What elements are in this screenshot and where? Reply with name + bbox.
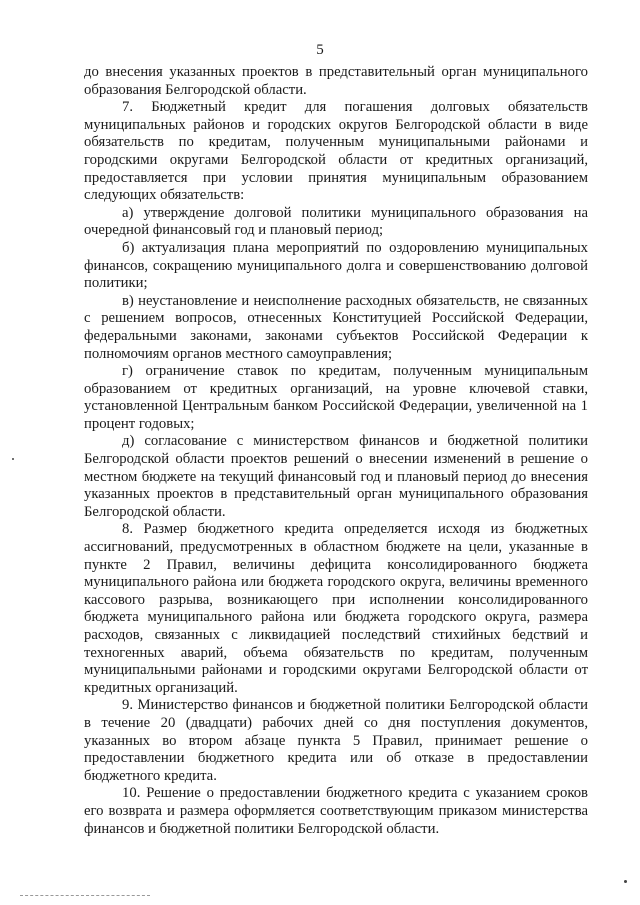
paragraph-continuation: до внесения указанных проектов в представительный орган муниципального образования Белгородской области. [84,64,588,98]
subitem-v: в) неустановление и неисполнение расходных обязательств, не связанных с решением вопросов, отнесенных Конституцией Российской Федерации, федеральными законами, законами субъектов Российской Федерации к полномочиям органов местного самоуправления; [84,292,588,362]
scan-speck [624,880,627,883]
paragraph-item-9: 9. Министерство финансов и бюджетной политики Белгородской области в течение 20 (двадцати) рабочих дней со дня поступления документов, указанных во втором абзаце пункта 5 Правил, принимает решение о предоставлении бюджетного кредита или об отказе в предоставлении бюджетного кредита. [84,697,588,784]
document-body [84,64,588,838]
scan-speck [12,458,14,460]
subitem-b: б) актуализация плана мероприятий по оздоровлению муниципальных финансов, сокращению муниципального долга и совершенствованию долговой политики; [84,239,588,292]
paragraph-item-10: 10. Решение о предоставлении бюджетного кредита с указанием сроков его возврата и размера оформляется соответствующим приказом министерства финансов и бюджетной политики Белгородской области. [84,785,588,837]
subitem-a: а) утверждение долговой политики муниципального образования на очередной финансовый год и плановый период; [84,204,588,239]
subitem-g: г) ограничение ставок по кредитам, полученным муниципальным образованием от кредитных организаций, на уровне ключевой ставки, установленной Центральным банком Российской Федерации, увеличенной на 1 процент годовых; [84,363,588,432]
subitem-d: д) согласование с министерством финансов и бюджетной политики Белгородской области проектов решений о внесении изменений в решение о местном бюджете на текущий финансовый год и плановый период до внесения указанных проектов в представительный орган муниципального образования Белгородской области. [84,433,588,520]
paragraph-item-7: 7. Бюджетный кредит для погашения долговых обязательств муниципальных районов и городских округов Белгородской области в виде обязательств по кредитам, полученным муниципальными районами и городскими округами Белгородской области от кредитных организаций, предоставляется при условии принятия муниципальным образованием следующих обязательств: [84,99,588,204]
page-number: 5 [316,42,324,58]
paragraph-item-8: 8. Размер бюджетного кредита определяется исходя из бюджетных ассигнований, предусмотренных в областном бюджете на цели, указанные в пункте 2 Правил, величины дефицита консолидированного бюджета муниципального района или бюджета городского округа, величины временного кассового разрыва, возникающего при исполнении консолидированного бюджета муниципального района или бюджета городского округа, размера расходов, связанных с ликвидацией последствий стихийных бедствий и техногенных аварий, объема обязательств по кредитам, полученным муниципальными районами и городскими округами Белгородской области от кредитных организаций. [84,521,588,696]
scan-footer-mark [20,895,150,899]
